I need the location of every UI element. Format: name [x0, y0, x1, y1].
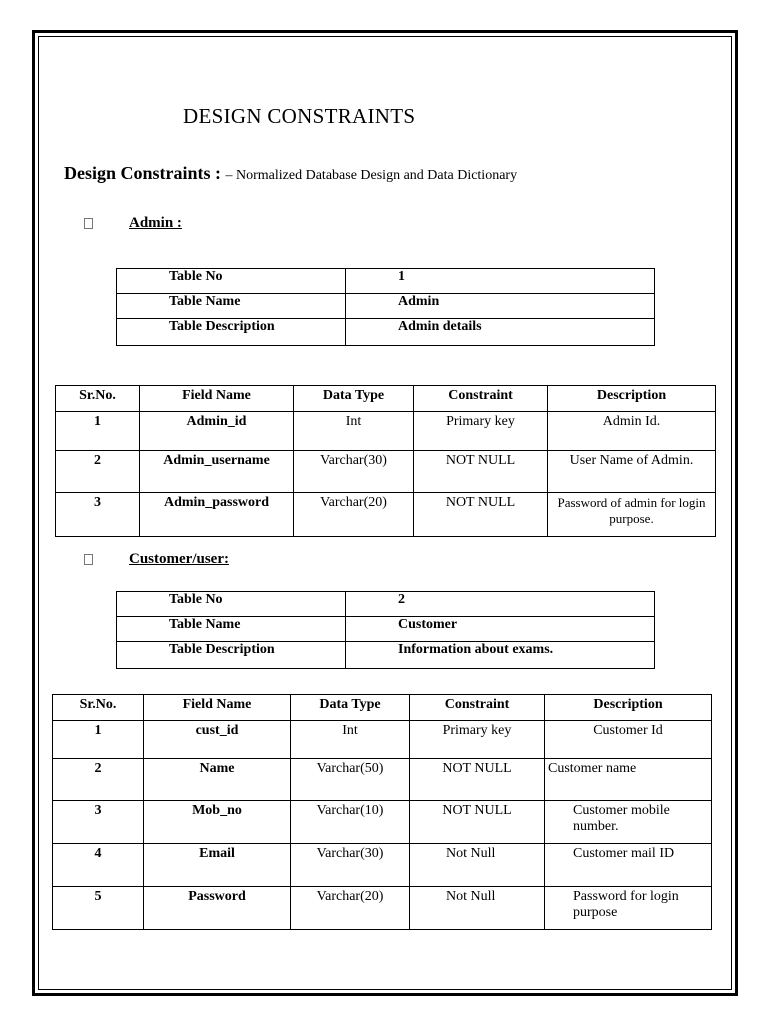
cell-sr: 4: [53, 844, 144, 887]
table-row: [53, 887, 712, 930]
table-row: [53, 721, 712, 759]
cell-type: Varchar(30): [291, 844, 410, 887]
admin-label: Admin :: [129, 215, 182, 231]
bullet-box-icon: [84, 218, 93, 229]
meta-key: Table Name: [117, 294, 346, 319]
meta-key: Table No: [117, 592, 346, 617]
cell-field: Mob_no: [144, 801, 291, 844]
cell-sr: 5: [53, 887, 144, 930]
cell-field: Admin_username: [140, 451, 294, 493]
customer-section-label: [84, 551, 229, 568]
cell-type: Varchar(10): [291, 801, 410, 844]
cell-constraint: NOT NULL: [410, 759, 545, 801]
col-header: Data Type: [294, 386, 414, 412]
cell-type: Varchar(20): [294, 493, 414, 537]
col-header: Field Name: [140, 386, 294, 412]
bullet-box-icon: [84, 554, 93, 565]
table-row: [117, 642, 655, 669]
cell-type: Varchar(50): [291, 759, 410, 801]
col-header: Description: [545, 695, 712, 721]
admin-fields-table: [55, 385, 716, 537]
cell-type: Int: [291, 721, 410, 759]
admin-meta-table: [116, 268, 655, 346]
col-header: Field Name: [144, 695, 291, 721]
cell-sr: 1: [56, 412, 140, 451]
cell-sr: 3: [56, 493, 140, 537]
table-row: [117, 269, 655, 294]
col-header: Data Type: [291, 695, 410, 721]
cell-sr: 1: [53, 721, 144, 759]
heading-subtitle: – Normalized Database Design and Data Dictionary: [225, 168, 518, 183]
table-row: [53, 759, 712, 801]
cell-desc: Customer mail ID: [545, 844, 712, 887]
meta-value: Admin: [346, 294, 655, 319]
cell-field: Admin_password: [140, 493, 294, 537]
cell-desc: User Name of Admin.: [548, 451, 716, 493]
table-row: [117, 294, 655, 319]
table-row: [53, 844, 712, 887]
table-row: [117, 592, 655, 617]
cell-sr: 3: [53, 801, 144, 844]
customer-fields-table: [52, 694, 712, 930]
meta-value: Admin details: [346, 319, 655, 346]
meta-key: Table Description: [117, 319, 346, 346]
meta-key: Table No: [117, 269, 346, 294]
cell-desc: Password of admin for login purpose.: [548, 493, 716, 537]
cell-type: Varchar(20): [291, 887, 410, 930]
meta-key: Table Description: [117, 642, 346, 669]
cell-constraint: NOT NULL: [414, 493, 548, 537]
cell-sr: 2: [56, 451, 140, 493]
header-row: [56, 386, 716, 412]
customer-meta-table: [116, 591, 655, 669]
meta-value: Customer: [346, 617, 655, 642]
section-heading: [64, 163, 517, 184]
cell-desc: Admin Id.: [548, 412, 716, 451]
cell-constraint: NOT NULL: [414, 451, 548, 493]
meta-key: Table Name: [117, 617, 346, 642]
header-row: [53, 695, 712, 721]
meta-value: 1: [346, 269, 655, 294]
cell-desc: Customer Id: [545, 721, 712, 759]
cell-sr: 2: [53, 759, 144, 801]
meta-value: 2: [346, 592, 655, 617]
heading-bold: Design Constraints :: [64, 163, 226, 183]
cell-constraint: NOT NULL: [410, 801, 545, 844]
admin-section-label: [84, 215, 182, 232]
cell-constraint: Primary key: [410, 721, 545, 759]
customer-label: Customer/user:: [129, 551, 229, 567]
table-row: [117, 319, 655, 346]
cell-desc: Password for login purpose: [545, 887, 712, 930]
cell-desc: Customer name: [545, 759, 712, 801]
cell-field: Admin_id: [140, 412, 294, 451]
cell-constraint: Not Null: [410, 844, 545, 887]
table-row: [117, 617, 655, 642]
cell-constraint: Primary key: [414, 412, 548, 451]
table-row: [56, 493, 716, 537]
cell-field: Name: [144, 759, 291, 801]
cell-field: cust_id: [144, 721, 291, 759]
cell-constraint: Not Null: [410, 887, 545, 930]
page-title: DESIGN CONSTRAINTS: [183, 104, 416, 128]
table-row: [53, 801, 712, 844]
table-row: [56, 412, 716, 451]
col-header: Description: [548, 386, 716, 412]
col-header: Sr.No.: [53, 695, 144, 721]
col-header: Sr.No.: [56, 386, 140, 412]
col-header: Constraint: [410, 695, 545, 721]
cell-type: Int: [294, 412, 414, 451]
cell-field: Password: [144, 887, 291, 930]
cell-field: Email: [144, 844, 291, 887]
table-row: [56, 451, 716, 493]
cell-desc: Customer mobile number.: [545, 801, 712, 844]
cell-type: Varchar(30): [294, 451, 414, 493]
col-header: Constraint: [414, 386, 548, 412]
meta-value: Information about exams.: [346, 642, 655, 669]
